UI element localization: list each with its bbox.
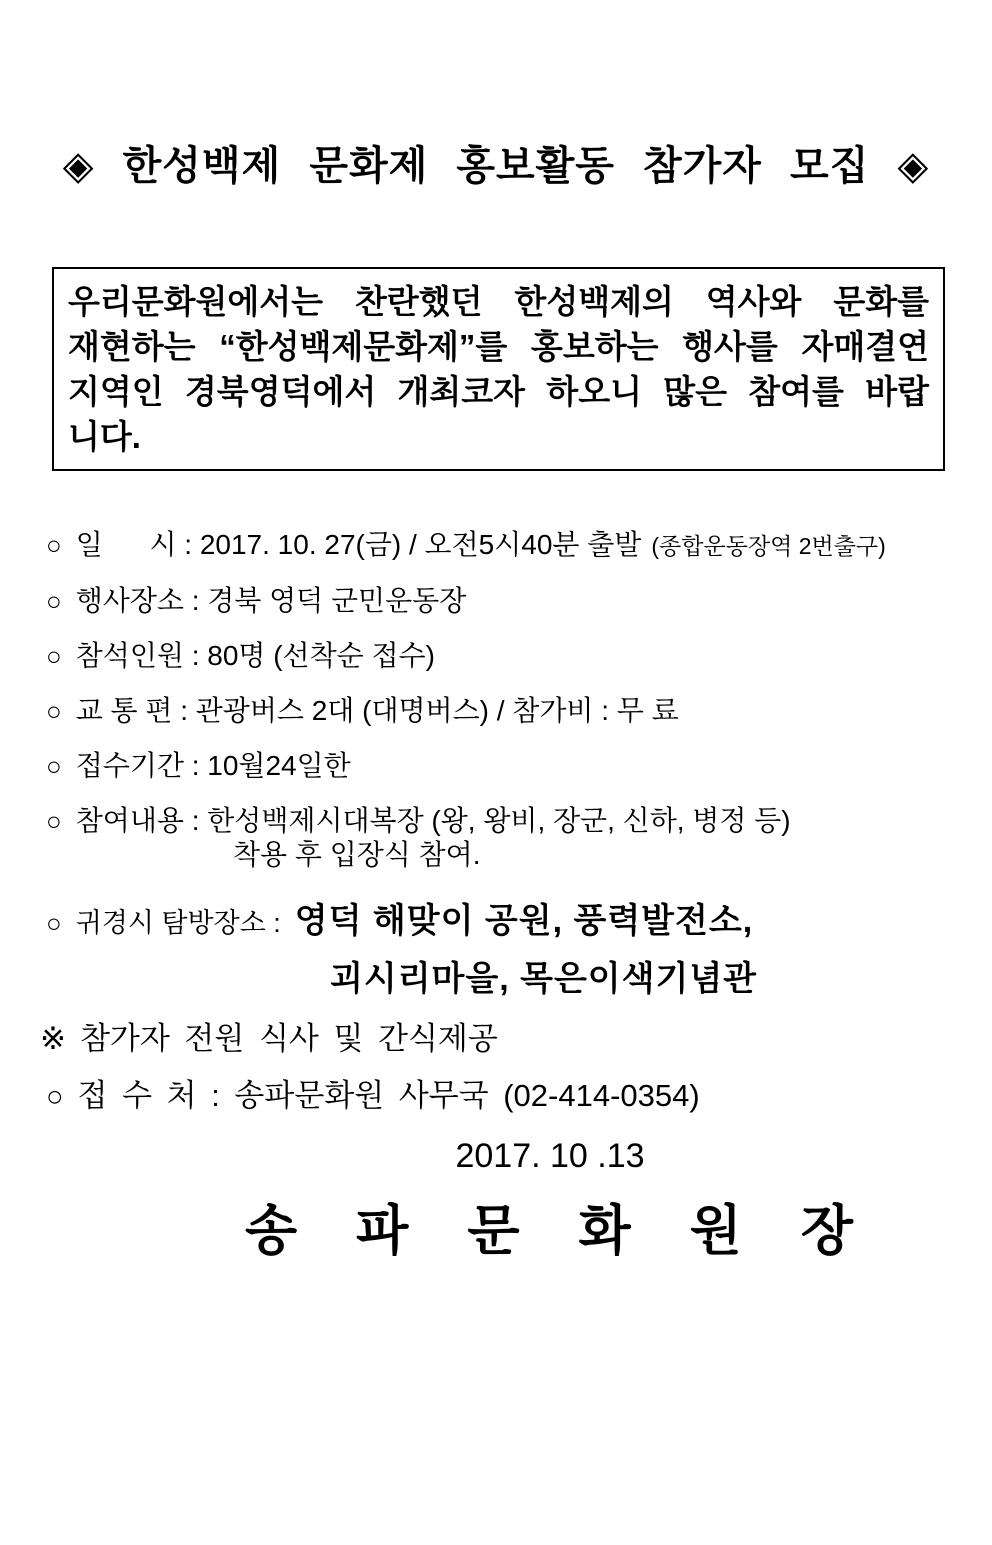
meal-note [0,1020,992,1058]
circle-bullet-icon: ○ [46,751,62,781]
list-item-transport [0,694,992,728]
circle-bullet-icon: ○ [46,586,62,616]
detail-text: 참석인원 : 80명 (선착순 접수) [75,640,435,671]
list-item-capacity [0,639,992,673]
notice-document [0,142,992,1264]
detail-text: 교 통 편 : 관광버스 2대 (대명버스) / 참가비 : 무 료 [75,695,679,726]
list-item-registration-period [0,749,992,783]
list-item-participation [0,804,992,838]
circle-bullet-icon: ○ [46,530,62,560]
list-item-participation-line2: 착용 후 입장식 참여. [233,839,481,870]
intro-line-2: 재현하는 “한성백제문화제”를 홍보하는 행사를 자매결연 [68,328,929,365]
list-item-return-tour [0,900,992,944]
intro-line-4: 니다. [68,418,141,455]
circle-bullet-icon: ○ [46,908,62,938]
detail-text: 접수기간 : 10월24일한 [75,750,351,781]
list-item-datetime [0,528,992,563]
detail-text: 행사장소 : 경북 영덕 군민운동장 [75,585,467,616]
meal-note-text: 참가자 전원 식사 및 간식제공 [79,1021,498,1056]
visit-destinations-line1: 영덕 해맞이 공원, 풍력발전소, [294,902,754,940]
reception-text: 접 수 처 : 송파문화원 사무국 (02-414-0354) [77,1078,700,1113]
detail-text: 일 시 : 2017. 10. 27(금) / 오전5시40분 출발 [75,529,642,560]
detail-note: (종합운동장역 2번출구) [651,533,886,559]
detail-text: 참여내용 : 한성백제시대복장 (왕, 왕비, 장군, 신하, 병정 등) [75,805,791,836]
intro-line-3: 지역인 경북영덕에서 개최코자 하오니 많은 참여를 바랍 [68,373,929,410]
circle-bullet-icon: ○ [46,1081,64,1113]
circle-bullet-icon: ○ [46,806,62,836]
reference-mark-icon: ※ [40,1021,66,1056]
intro-line-1: 우리문화원에서는 찬란했던 한성백제의 역사와 문화를 [68,283,929,320]
issue-date: 2017. 10 .13 [455,1137,645,1175]
signature: 송 파 문 화 원 장 [245,1201,855,1261]
circle-bullet-icon: ○ [46,641,62,671]
circle-bullet-icon: ○ [46,696,62,726]
reception-info [0,1077,992,1116]
visit-label: 귀경시 탐방장소 : [75,908,281,938]
intro-box [52,267,945,471]
visit-destinations-line2: 괴시리마을, 목은이색기념관 [330,960,758,998]
list-item-venue [0,584,992,618]
details-list [0,528,992,872]
page-title: ◈ 한성백제 문화제 홍보활동 참가자 모집 ◈ [62,144,930,188]
